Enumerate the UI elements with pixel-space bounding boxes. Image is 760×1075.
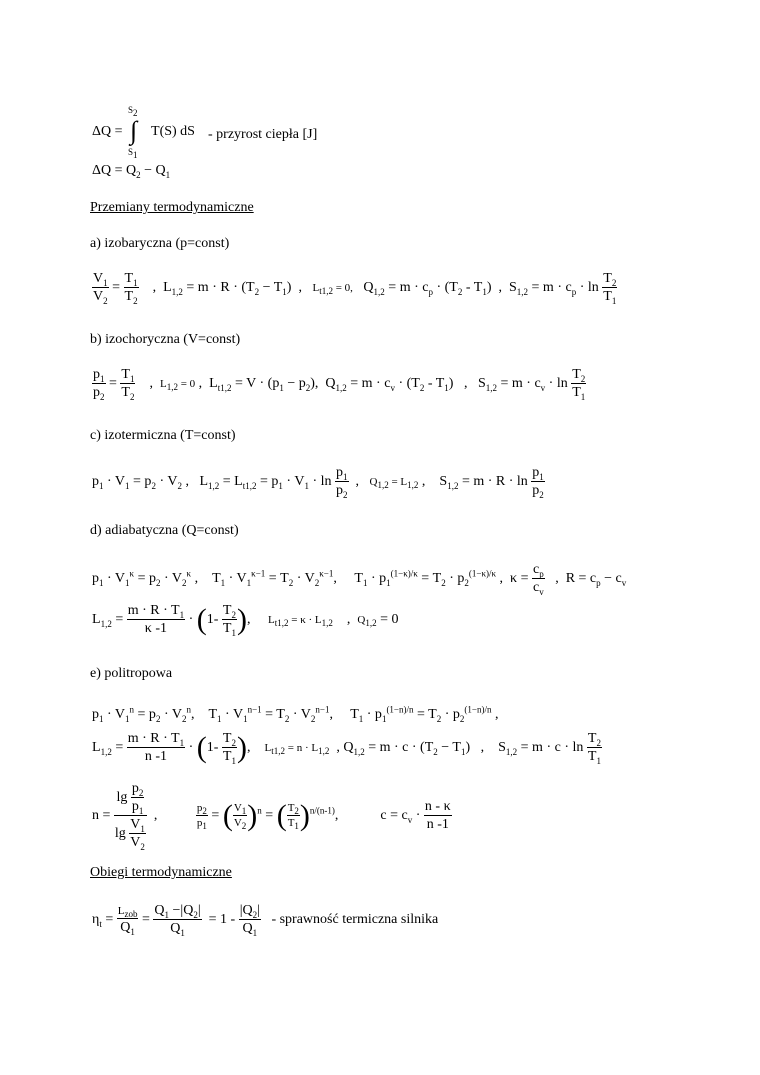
heat-formula-1: ΔQ = $S_2$ ∫ $S_1$ T(S) dS — [92, 105, 195, 160]
process-c-label: c) izotermiczna (T=const) — [90, 428, 236, 443]
efficiency-formula: $\eta_t$ = $\frac{L_{zob}}{Q_1}$ = $\frac{Q_1 -|Q_2|}{Q_1}$ = 1 - $\frac{|Q_2|}{Q_1}$ - sprawność termiczna silnika — [92, 903, 439, 938]
process-a-label: a) izobaryczna (p=const) — [90, 236, 230, 251]
heat-formula-2: $\Delta Q = Q_2 - Q_1$ — [92, 163, 171, 180]
process-a-formulas: $\frac{V_1}{V_2}$ = $\frac{T_1}{T_2}$ , $L_{1,2} = m \cdot R \cdot (T_2 - T_1)$ , $L_{t1,2} = 0$, $Q_{1,2} = m \cdot c_p \cdot (T_2 - T_1)$ , $S_{1,2} = m \cdot c_p \cdot \ln$ $\frac{T_2}{T_1}$ — [93, 271, 617, 306]
process-e-formulas-2: $L_{1,2}$ = $\frac{m \cdot R \cdot T_1}{n -1}$ · (1- $\frac{T_2}{T_1}$ ), $L_{t1,2} = n \cdot L_{1,2}$ , $Q_{1,2} = m \cdot c \cdot (T_2 - T_1)$ , $S_{1,2} = m \cdot c \cdot \ln$ $\frac{T_2}{T_1}$ — [92, 731, 601, 766]
process-d-formulas-1: $p_1 \cdot V_1^\kappa = p_2 \cdot V_2^\kappa$ , $T_1 \cdot V_1^{\kappa-1} = T_2 \cdot V_2^{\kappa-1}$, $T_1 \cdot p_1^{(1-\kappa)/\kappa} = T_2 \cdot p_2^{(1-\kappa)/\kappa}$ , κ = $\frac{c_p}{c_v}$ , $R = c_p - c_v$ — [92, 562, 627, 597]
process-e-label: e) politropowa — [90, 666, 173, 681]
process-b-label: b) izochoryczna (V=const) — [90, 332, 241, 347]
heat-desc: - przyrost ciepła [J] — [208, 127, 318, 142]
process-b-formulas: $\frac{p_1}{p_2}$ = $\frac{T_1}{T_2}$ , $L_{1,2} = 0$ , $L_{t1,2} = V \cdot (p_1 - p_2)$, $Q_{1,2} = m \cdot c_v \cdot (T_2 - T_1)$ , $S_{1,2} = m \cdot c_v \cdot \ln$ $\frac{T_2}{T_1}$ — [93, 367, 586, 402]
section-title-processes: Przemiany termodynamiczne — [90, 200, 254, 215]
process-e-formulas-1: $p_1 \cdot V_1^n = p_2 \cdot V_2^n$, $T_1 \cdot V_1^{n-1} = T_2 \cdot V_2^{n-1}$, $T_1 \cdot p_1^{(1-n)/n} = T_2 \cdot p_2^{(1-n)/n}$ , — [92, 704, 499, 724]
process-e-formulas-3: n = lg $\frac{p_2}{p_1}$ lg $\frac{V_1}{V_2}$ , $\frac{p_2}{p_1}$ = ( $\frac{V_1}{V_2}$ )$^n$ = ( $\frac{T_2}{T_1}$ )$^{n/(n-1)}$, $c = c_v$ · $\frac{n - \kappa}{n -1}$ — [92, 781, 451, 852]
process-d-formulas-2: $L_{1,2}$ = $\frac{m \cdot R \cdot T_1}{\kappa -1}$ · (1- $\frac{T_2}{T_1}$ ), $L_{t1,2} = \kappa \cdot L_{1,2}$ , $Q_{1,2} = 0$ — [92, 603, 399, 638]
section-title-cycles: Obiegi termodynamiczne — [90, 865, 232, 880]
process-d-label: d) adiabatyczna (Q=const) — [90, 523, 239, 538]
process-c-formulas: $p_1 \cdot V_1 = p_2 \cdot V_2$ , $L_{1,2} = L_{t1,2} = p_1 \cdot V_1 \cdot \ln$ $\frac{p_1}{p_2}$ , $Q_{1,2} = L_{1,2}$ , $S_{1,2} = m \cdot R \cdot \ln$ $\frac{p_1}{p_2}$ — [92, 465, 544, 500]
efficiency-desc: - sprawność termiczna silnika — [271, 912, 439, 928]
